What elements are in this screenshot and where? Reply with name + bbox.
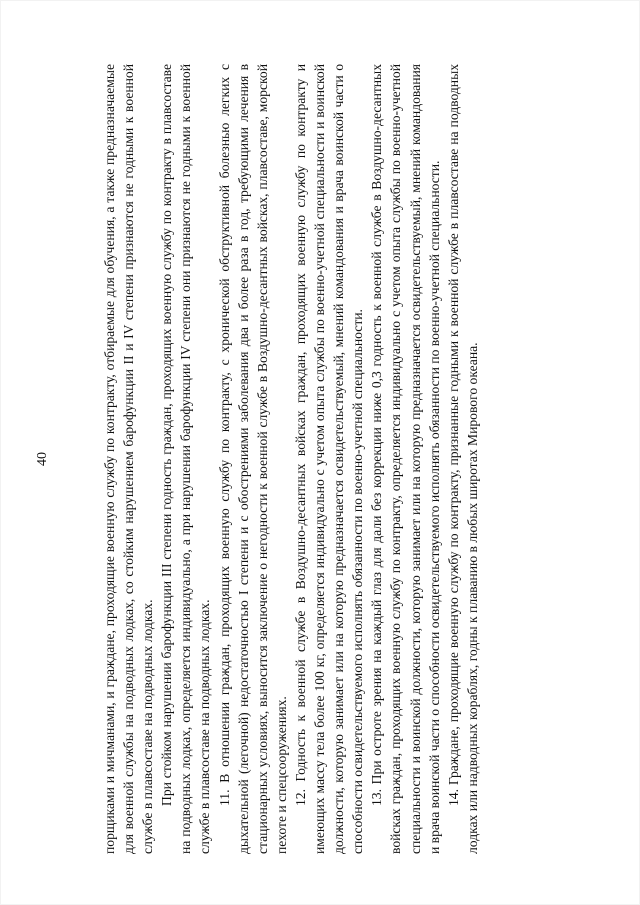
paragraph-intro: порщиками и мичманами, и граждане, проходящие военную службу по контракту, отбираемые для обучения, а также предназначаемые для военной службы на подводных лодках, со стойким нарушением барофункции II и IV степени признаются не годными к военной службе в плавсоставе на подводных лодках. bbox=[102, 64, 156, 854]
document-body bbox=[100, 64, 540, 854]
paragraph-item-11: 11. В отношении граждан, проходящих военную службу по контракту, с хронической обструктивной болезнью легких с дыхательной (легочной) недостаточностью I степени и с обострениями заболевания два и более раза в год, требующими лечения в стационарных условиях, выносится заключение о негодности к военной службе в Воздушно-десантных войсках, плавсоставе, морской пехоте и спецсооружениях. bbox=[216, 64, 289, 854]
paragraph-item-14: 14. Граждане, проходящие военную службу по контракту, признанные годными к военной службе в плавсоставе на подводных лодках или надводных кораблях, годны к плаванию в любых широтах Мирового океана. bbox=[445, 64, 480, 854]
paragraph-barofunction-iii: При стойком нарушении барофункции III степени годность граждан, проходящих военную службу по контракту в плавсоставе на подводных лодках, определяется индивидуально, а при нарушении барофункции IV степени они признаются не годными к военной службе в плавсоставе на подводных лодках. bbox=[159, 64, 213, 854]
page-number: 40 bbox=[35, 452, 50, 466]
paragraph-item-13: 13. При остроте зрения на каждый глаз для дали без коррекции ниже 0,3 годность к военной службе в Воздушно-десантных войсках граждан, проходящих военную службу по контракту, определяется индивидуально с учетом опыта службы по военно-учетной специальности и воинской должности, которую занимает или на которую предназначается освидетельствуемый, мнений командования и врача воинской части о способности освидетельствуемого исполнять обязанности по военно-учетной специальности. bbox=[369, 64, 442, 854]
paragraph-item-12: 12. Годность к военной службе в Воздушно-десантных войсках граждан, проходящих военную службу по контракту и имеющих массу тела более 100 кг, определяется индивидуально с учетом опыта службы по военно-учетной специальности и воинской должности, которую занимает или на которую предназначается освидетельствуемый, мнений командования и врача воинской части о способности освидетельствуемого исполнять обязанности по военно-учетной специальности. bbox=[292, 64, 366, 854]
